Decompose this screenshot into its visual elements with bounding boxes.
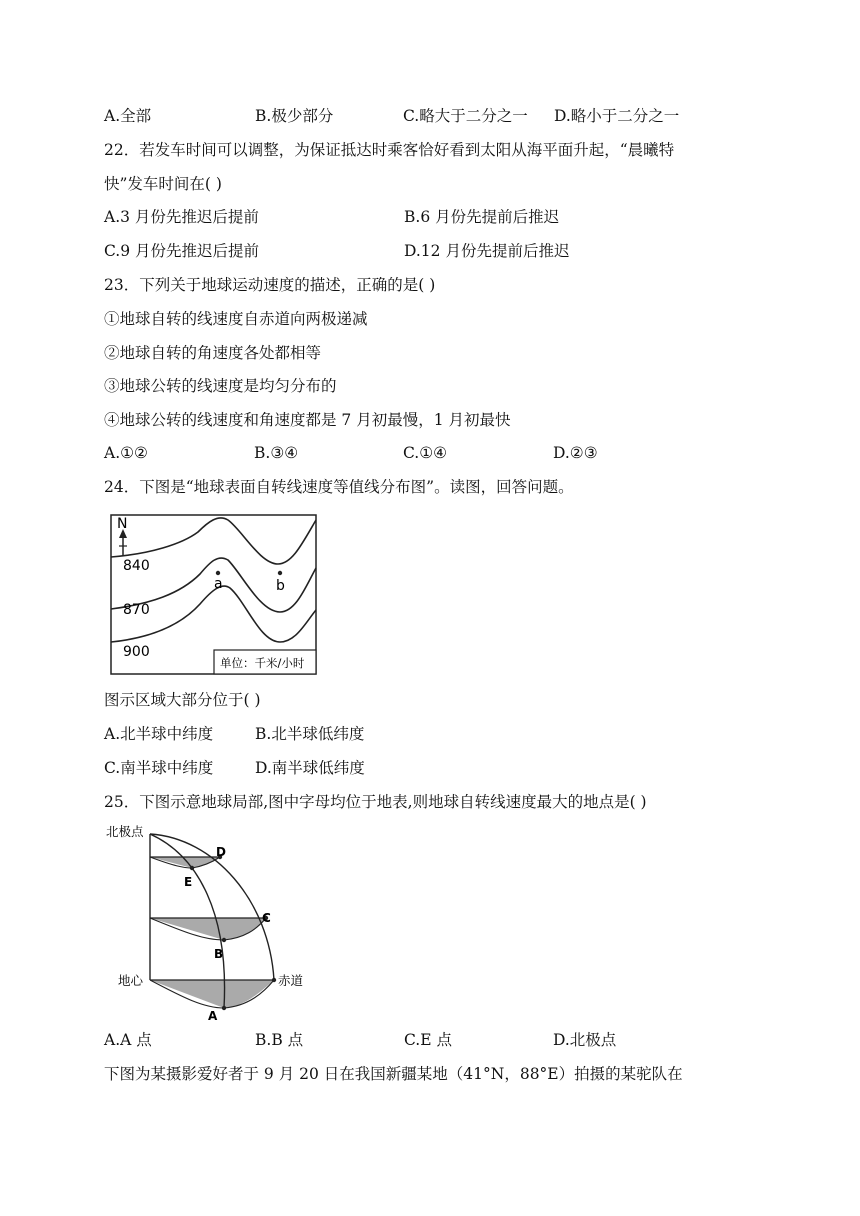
isoline-label-870: 870 xyxy=(123,602,150,618)
q22-stem-line1: 22．若发车时间可以调整，为保证抵达时乘客恰好看到太阳从海平面升起，“晨曦特 xyxy=(104,141,675,159)
letter-a-label: A xyxy=(208,1009,218,1020)
q25-option-d: D.北极点 xyxy=(553,1031,617,1049)
q24-figure-isoline-map xyxy=(110,514,318,676)
q24-option-d: D.南半球低纬度 xyxy=(255,759,365,777)
letter-b-label: B xyxy=(214,947,224,961)
q22-option-c: C.9 月份先推迟后提前 xyxy=(104,242,260,260)
letter-e-label: E xyxy=(184,875,193,889)
north-pole-label: 北极点 xyxy=(106,824,144,839)
point-b-marker xyxy=(222,938,226,942)
q21-option-c: C.略大于二分之一 xyxy=(403,107,528,125)
q21-option-b: B.极少部分 xyxy=(255,107,334,125)
equator-point-marker xyxy=(272,978,276,982)
point-b-label: b xyxy=(276,578,285,594)
q23-option-c: C.①④ xyxy=(403,444,448,462)
q23-option-d: D.②③ xyxy=(553,444,598,462)
point-a-marker xyxy=(222,1006,226,1010)
q24-question: 图示区域大部分位于( ) xyxy=(104,691,261,709)
point-a-marker xyxy=(216,571,220,575)
earth-center-label: 地心 xyxy=(118,973,144,988)
shaded-wedge-lower xyxy=(150,980,274,1008)
next-question-intro: 下图为某摄影爱好者于 9 月 20 日在我国新疆某地（41°N，88°E）拍摄的某驼队在 xyxy=(104,1065,683,1083)
q25-option-a: A.A 点 xyxy=(104,1031,152,1049)
north-label: N xyxy=(117,516,128,532)
point-b-marker xyxy=(278,571,282,575)
q24-option-c: C.南半球中纬度 xyxy=(104,759,214,777)
q24-option-b: B.北半球低纬度 xyxy=(255,725,365,743)
q23-statement-1: ①地球自转的线速度自赤道向两极递减 xyxy=(104,310,368,328)
equator-label: 赤道 xyxy=(278,973,304,988)
q22-stem-line2: 快”发车时间在( ) xyxy=(104,175,222,193)
unit-label: 单位：千米/小时 xyxy=(220,656,305,670)
q21-option-a: A.全部 xyxy=(104,107,152,125)
q24-stem: 24．下图是“地球表面自转线速度等值线分布图”。读图，回答问题。 xyxy=(104,478,574,496)
letter-c-label: C xyxy=(262,911,271,925)
q23-statement-2: ②地球自转的角速度各处都相等 xyxy=(104,344,322,362)
q23-option-a: A.①② xyxy=(104,444,148,462)
q25-option-c: C.E 点 xyxy=(404,1031,452,1049)
q21-option-d: D.略小于二分之一 xyxy=(554,107,680,125)
q23-statement-4: ④地球公转的线速度和角速度都是 7 月初最慢，1 月初最快 xyxy=(104,411,511,429)
q25-figure-earth-section xyxy=(104,820,304,1020)
isoline-label-900: 900 xyxy=(123,644,150,660)
q23-option-b: B.③④ xyxy=(254,444,299,462)
shaded-wedge-middle xyxy=(150,918,266,940)
point-a-label: a xyxy=(214,576,223,592)
q23-stem: 23．下列关于地球运动速度的描述，正确的是( ) xyxy=(104,276,436,294)
q25-option-b: B.B 点 xyxy=(255,1031,304,1049)
q22-option-d: D.12 月份先提前后推迟 xyxy=(404,242,570,260)
point-e-marker xyxy=(190,866,194,870)
q25-stem: 25．下图示意地球局部,图中字母均位于地表,则地球自转线速度最大的地点是( ) xyxy=(104,793,647,811)
letter-d-label: D xyxy=(216,845,226,859)
isoline-label-840: 840 xyxy=(123,558,150,574)
q24-option-a: A.北半球中纬度 xyxy=(104,725,214,743)
q22-option-a: A.3 月份先推迟后提前 xyxy=(104,208,259,226)
q23-statement-3: ③地球公转的线速度是均匀分布的 xyxy=(104,377,337,395)
q22-option-b: B.6 月份先提前后推迟 xyxy=(404,208,560,226)
